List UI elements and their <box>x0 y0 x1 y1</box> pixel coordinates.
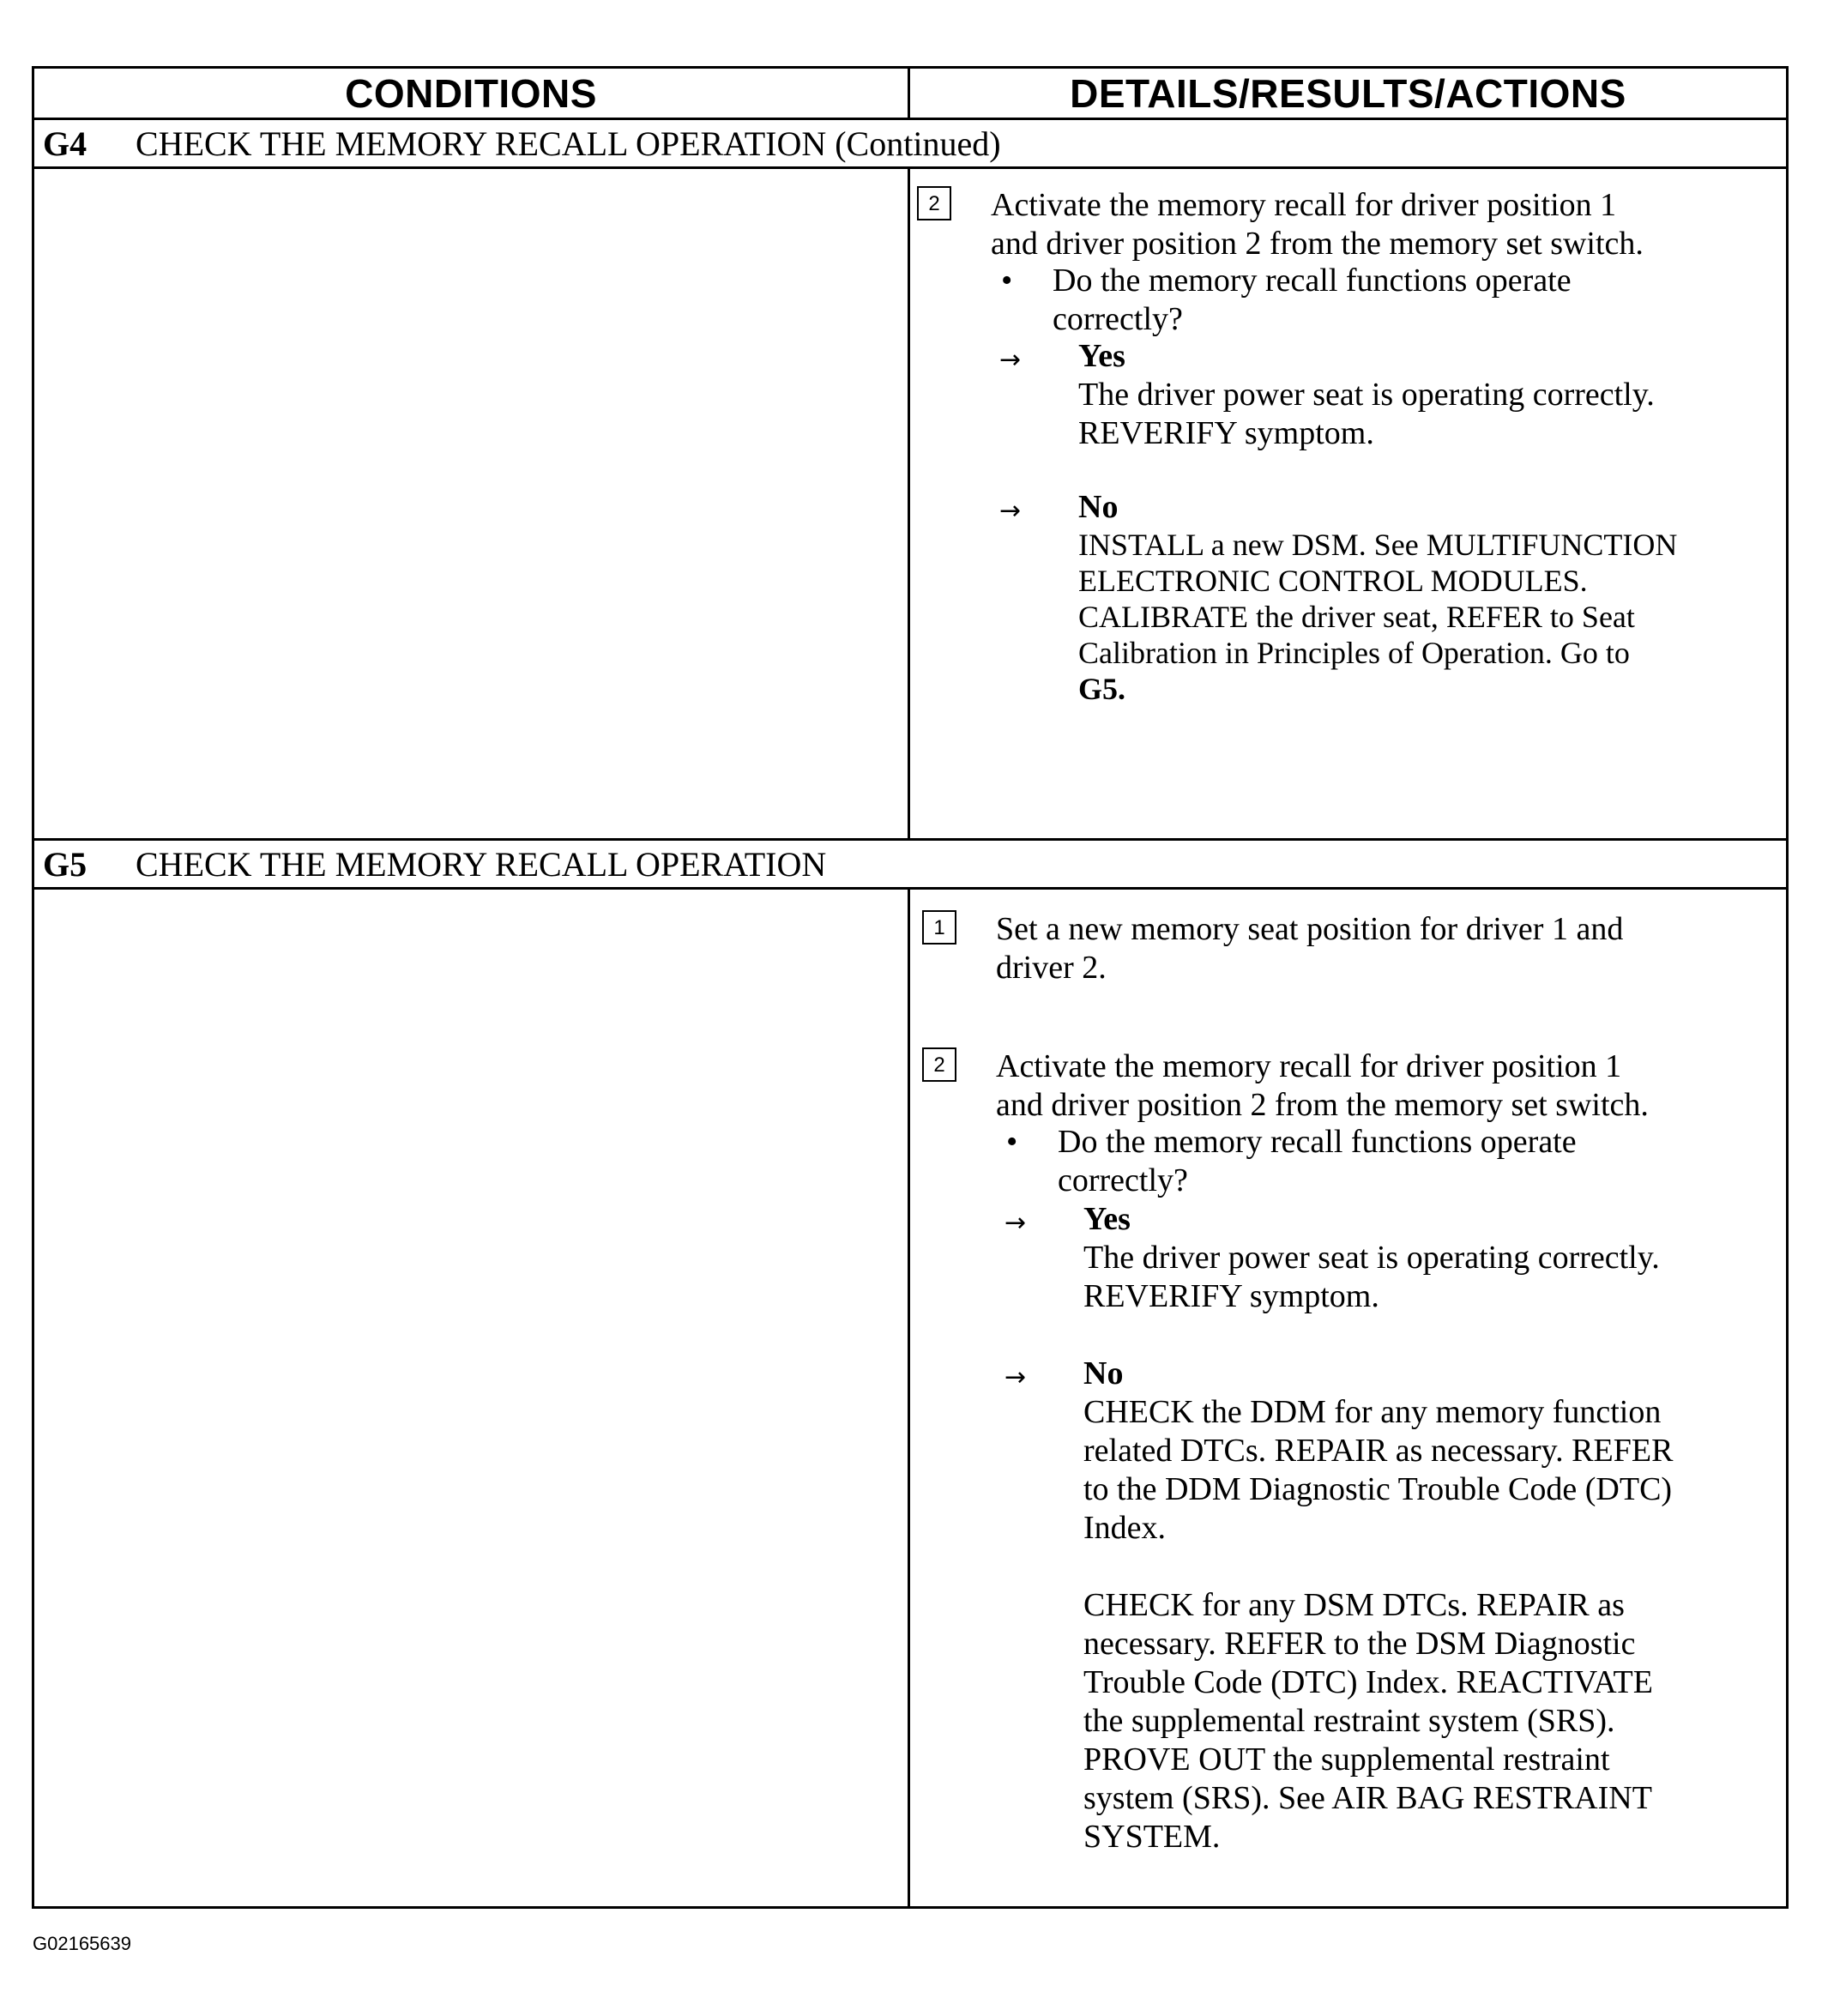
g5-yes-arrow-icon: → <box>1005 1208 1027 1238</box>
section-g5-label: CHECK THE MEMORY RECALL OPERATION <box>136 844 827 884</box>
g4-step-2-box: 2 <box>917 186 951 220</box>
g4-details-cell <box>910 169 1789 838</box>
g5-step-2-box: 2 <box>922 1047 956 1082</box>
g4-yes-block: Yes The driver power seat is operating correctly. REVERIFY symptom. <box>1078 338 1655 451</box>
g5-details-cell <box>910 890 1789 1909</box>
g4-question: Do the memory recall functions operate correctly? <box>1053 263 1572 337</box>
conditions-header: CONDITIONS <box>345 70 597 116</box>
figure-id: G02165639 <box>33 1933 131 1954</box>
section-g5-code: G5 <box>43 844 87 884</box>
g5-no-block: No CHECK the DDM for any memory function related DTCs. REPAIR as necessary. REFER to the DDM Diagnostic Trouble Code (DTC) Index. CHECK for any DSM DTCs. REPAIR as necessary. REFER to the DSM Diagnostic Trouble Code (DTC) Index. REACTIVATE the supplemental restraint system (SRS). PROVE OUT the supplemental restraint system (SRS). See AIR BAG RESTRAINT SYSTEM. <box>1083 1355 1674 1855</box>
g4-no-arrow-icon: → <box>999 496 1022 526</box>
g4-bullet: • <box>1001 263 1013 299</box>
g5-question: Do the memory recall functions operate correctly? <box>1058 1124 1577 1198</box>
g4-step-2-text: Activate the memory recall for driver position 1 and driver position 2 from the memory set switch. <box>991 187 1644 262</box>
section-g4-code: G4 <box>43 124 87 163</box>
g5-yes-block: Yes The driver power seat is operating correctly. REVERIFY symptom. <box>1083 1201 1660 1314</box>
g4-yes-arrow-icon: → <box>999 345 1022 375</box>
header-divider <box>908 69 910 118</box>
section-g4-title <box>43 120 1001 166</box>
g5-step-1-text: Set a new memory seat position for driver 1 and driver 2. <box>996 911 1624 986</box>
g5-step-2-text: Activate the memory recall for driver position 1 and driver position 2 from the memory set switch. <box>996 1048 1649 1123</box>
section-g5-title <box>43 841 826 887</box>
g5-step-1-box: 1 <box>922 910 956 945</box>
section-g4-label: CHECK THE MEMORY RECALL OPERATION (Continued) <box>136 124 1001 163</box>
details-header: DETAILS/RESULTS/ACTIONS <box>1070 70 1626 116</box>
g4-no-block: No INSTALL a new DSM. See MULTIFUNCTION ELECTRONIC CONTROL MODULES. CALIBRATE the driver seat, REFER to Seat Calibration in Principles of Operation. Go to G5. <box>1078 489 1678 706</box>
g5-bullet: • <box>1006 1124 1018 1160</box>
g5-no-arrow-icon: → <box>1005 1362 1027 1392</box>
diagnostic-table <box>32 66 1789 1909</box>
